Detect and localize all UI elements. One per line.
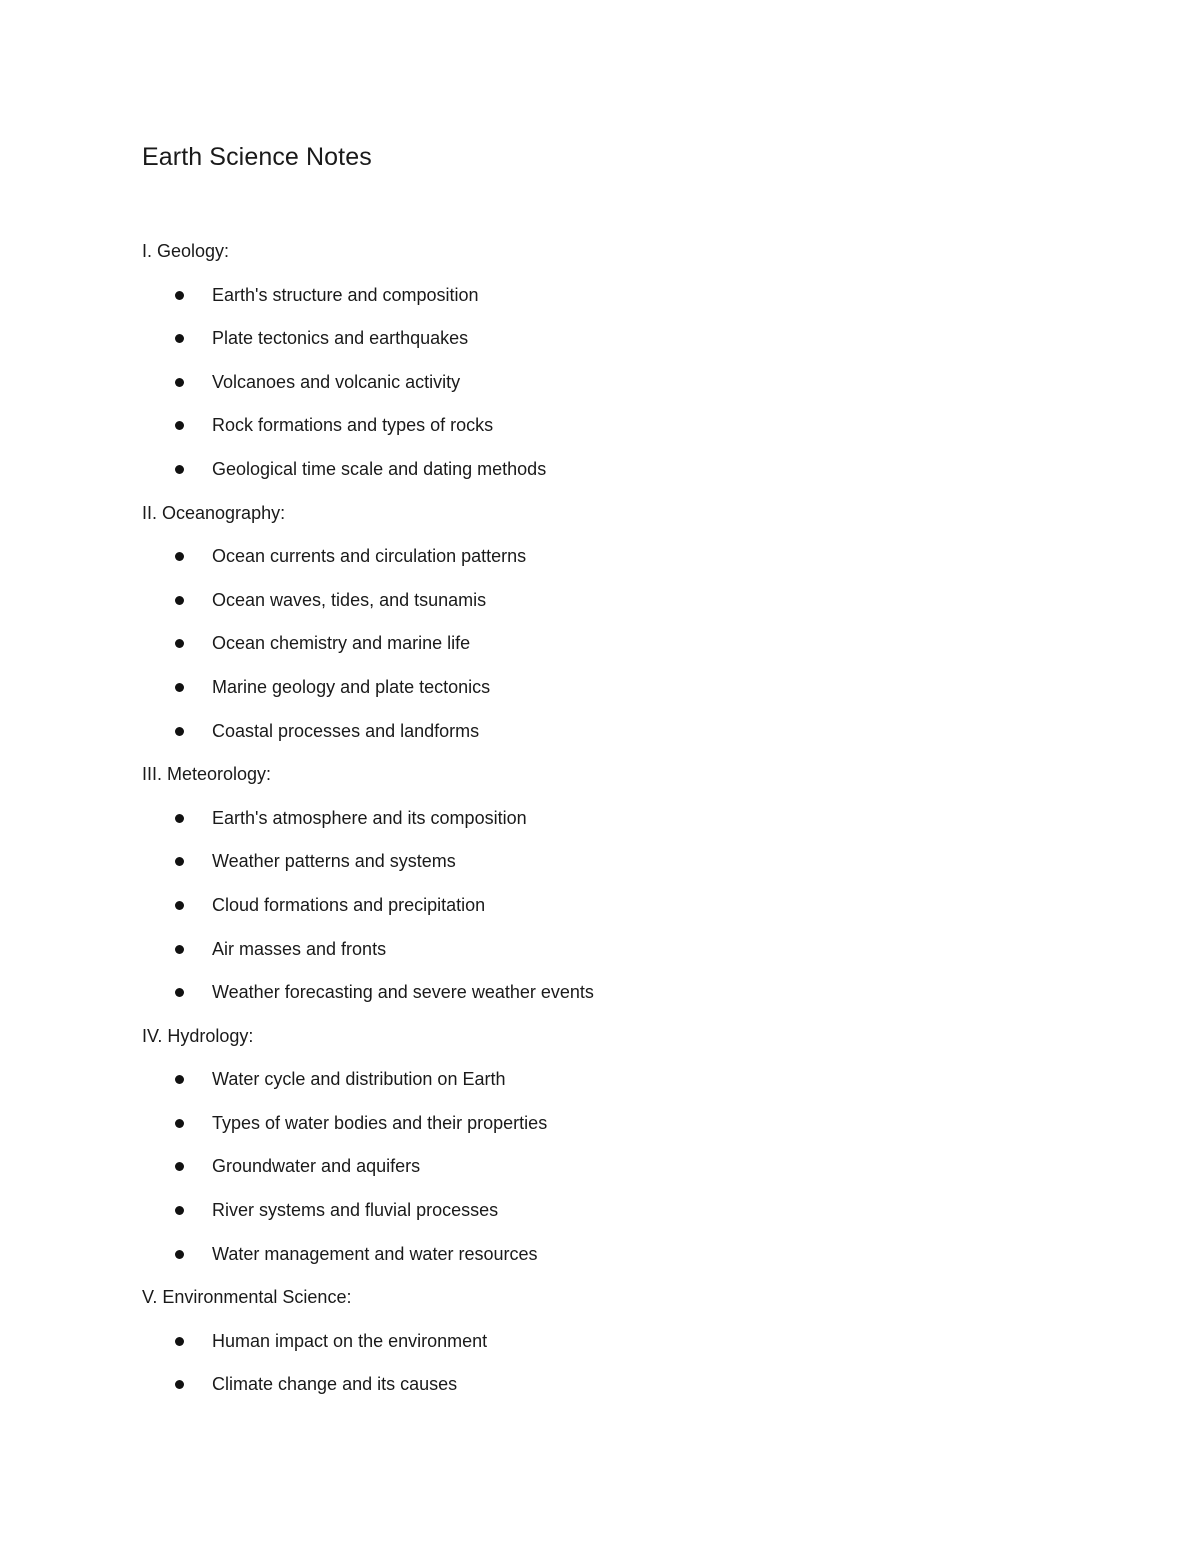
list-item-text: Types of water bodies and their properties bbox=[212, 1112, 548, 1133]
bullet-icon bbox=[175, 901, 184, 910]
list-item-text: Geological time scale and dating methods bbox=[212, 458, 547, 479]
list-item-text: Weather forecasting and severe weather events bbox=[212, 982, 594, 1003]
bullet-icon bbox=[175, 596, 184, 605]
bullet-list bbox=[142, 1065, 1042, 1283]
list-item-text: Rock formations and types of rocks bbox=[212, 415, 494, 436]
section-heading: I. Geology: bbox=[142, 241, 230, 261]
bullet-icon bbox=[175, 552, 184, 561]
list-item-text: Human impact on the environment bbox=[212, 1330, 488, 1351]
list-item-text: Coastal processes and landforms bbox=[212, 720, 480, 741]
section-oceanography bbox=[142, 499, 1042, 761]
list-item bbox=[142, 324, 1042, 368]
list-item-text: Ocean chemistry and marine life bbox=[212, 633, 471, 654]
bullet-list bbox=[142, 1327, 1042, 1414]
bullet-icon bbox=[175, 1075, 184, 1084]
list-item-text: Marine geology and plate tectonics bbox=[212, 676, 491, 697]
bullet-icon bbox=[175, 1162, 184, 1171]
list-item-text: Ocean waves, tides, and tsunamis bbox=[212, 589, 487, 610]
bullet-icon bbox=[175, 465, 184, 474]
list-item-text: Volcanoes and volcanic activity bbox=[212, 371, 461, 392]
list-item-text: Water cycle and distribution on Earth bbox=[212, 1069, 506, 1090]
bullet-icon bbox=[175, 421, 184, 430]
bullet-list bbox=[142, 804, 1042, 1022]
list-item-text: Earth's structure and composition bbox=[212, 284, 479, 305]
bullet-icon bbox=[175, 683, 184, 692]
bullet-icon bbox=[175, 639, 184, 648]
section-meteorology bbox=[142, 760, 1042, 1022]
list-item bbox=[142, 1065, 1042, 1109]
document-body bbox=[142, 237, 1042, 1414]
section-geology bbox=[142, 237, 1042, 499]
list-item bbox=[142, 673, 1042, 717]
list-item bbox=[142, 891, 1042, 935]
list-item-text: Cloud formations and precipitation bbox=[212, 894, 486, 915]
list-item bbox=[142, 804, 1042, 848]
section-hydrology bbox=[142, 1022, 1042, 1284]
list-item bbox=[142, 1370, 1042, 1414]
section-heading: V. Environmental Science: bbox=[142, 1287, 352, 1308]
list-item bbox=[142, 411, 1042, 455]
bullet-list bbox=[142, 542, 1042, 760]
bullet-icon bbox=[175, 1119, 184, 1128]
section-heading: II. Oceanography: bbox=[142, 502, 286, 523]
bullet-icon bbox=[175, 1337, 184, 1346]
section-heading: IV. Hydrology: bbox=[142, 1025, 254, 1046]
list-item bbox=[142, 586, 1042, 630]
bullet-list bbox=[142, 281, 1042, 499]
list-item bbox=[142, 978, 1042, 1022]
bullet-icon bbox=[175, 857, 184, 866]
document-title: Earth Science Notes bbox=[142, 143, 372, 171]
list-item bbox=[142, 935, 1042, 979]
bullet-icon bbox=[175, 1380, 184, 1389]
list-item bbox=[142, 281, 1042, 325]
list-item bbox=[142, 847, 1042, 891]
bullet-icon bbox=[175, 945, 184, 954]
bullet-icon bbox=[175, 378, 184, 387]
list-item-text: Weather patterns and systems bbox=[212, 851, 456, 872]
list-item bbox=[142, 542, 1042, 586]
list-item bbox=[142, 629, 1042, 673]
section-environmental-science bbox=[142, 1283, 1042, 1414]
list-item-text: River systems and fluvial processes bbox=[212, 1200, 499, 1221]
list-item-text: Water management and water resources bbox=[212, 1243, 538, 1264]
list-item bbox=[142, 1196, 1042, 1240]
list-item bbox=[142, 368, 1042, 412]
list-item-text: Earth's atmosphere and its composition bbox=[212, 807, 527, 828]
bullet-icon bbox=[175, 1250, 184, 1259]
bullet-icon bbox=[175, 727, 184, 736]
bullet-icon bbox=[175, 334, 184, 343]
list-item bbox=[142, 1152, 1042, 1196]
list-item-text: Climate change and its causes bbox=[212, 1374, 458, 1395]
list-item-text: Groundwater and aquifers bbox=[212, 1156, 421, 1177]
list-item-text: Plate tectonics and earthquakes bbox=[212, 328, 469, 349]
list-item bbox=[142, 1327, 1042, 1371]
list-item bbox=[142, 455, 1042, 499]
list-item bbox=[142, 1109, 1042, 1153]
list-item-text: Air masses and fronts bbox=[212, 938, 387, 959]
bullet-icon bbox=[175, 814, 184, 823]
bullet-icon bbox=[175, 1206, 184, 1215]
bullet-icon bbox=[175, 291, 184, 300]
bullet-icon bbox=[175, 988, 184, 997]
section-heading: III. Meteorology: bbox=[142, 764, 272, 785]
list-item-text: Ocean currents and circulation patterns bbox=[212, 546, 527, 567]
list-item bbox=[142, 1240, 1042, 1284]
list-item bbox=[142, 717, 1042, 761]
